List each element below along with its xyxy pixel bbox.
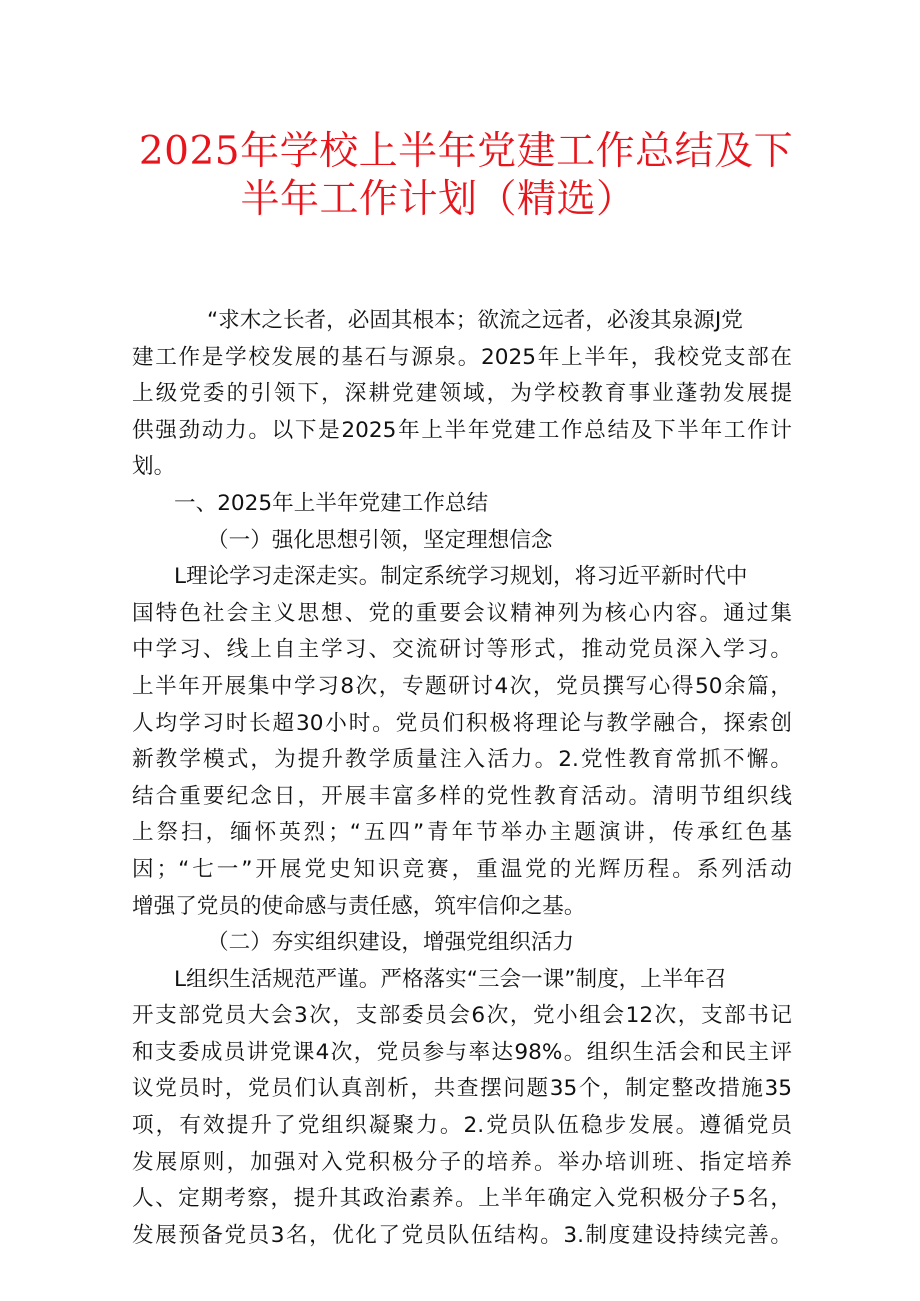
body-line: 结合重要纪念日，开展丰富多样的党性教育活动。清明节组织线 xyxy=(132,783,792,809)
body-line: 上半年开展集中学习8次，专题研讨4次，党员撰写心得50余篇， xyxy=(132,673,792,699)
body-line: 增强了党员的使命感与责任感，筑牢信仰之基。 xyxy=(132,893,586,919)
body-line: 人、定期考察，提升其政治素养。上半年确定入党积极分子5名， xyxy=(132,1186,792,1212)
body-line: 人均学习时长超30小时。党员们积极将理论与教学融合，探索创 xyxy=(132,710,792,736)
body-line: L理论学习走深走实。制定系统学习规划，将习近平新时代中 xyxy=(174,564,748,590)
body-line: 中学习、线上自主学习、交流研讨等形式，推动党员深入学习。 xyxy=(132,637,792,663)
body-line: “求木之长者，必固其根本；欲流之远者，必浚其泉源J党 xyxy=(207,308,743,333)
body-line: 和支委成员讲党课4次，党员参与率达98%。组织生活会和民主评 xyxy=(132,1039,792,1065)
body-line: 发展预备党员3名，优化了党员队伍结构。3.制度建设持续完善。 xyxy=(132,1222,792,1248)
body-line: 开支部党员大会3次，支部委员会6次，党小组会12次，支部书记 xyxy=(132,1003,792,1029)
body-line: 上级党委的引领下，深耕党建领域，为学校教育事业蓬勃发展提 xyxy=(132,381,792,407)
document-title-line-1: 2025年学校上半年党建工作总结及下 xyxy=(138,129,794,174)
body-line: 供强劲动力。以下是2025年上半年党建工作总结及下半年工作计 xyxy=(132,417,792,443)
body-line: 项，有效提升了党组织凝聚力。2.党员队伍稳步发展。遵循党员 xyxy=(132,1113,792,1139)
subsection-heading: （一）强化思想引领，坚定理想信念 xyxy=(207,527,553,553)
document-title-line-2: 半年工作计划（精选） xyxy=(240,177,636,222)
body-line: 因；“七一”开展党史知识竞赛，重温党的光辉历程。系列活动 xyxy=(132,856,792,882)
body-line: 议党员时，党员们认真剖析，共查摆问题35个，制定整改措施35 xyxy=(132,1076,792,1102)
subsection-heading: （二）夯实组织建设，增强党组织活力 xyxy=(207,930,575,956)
document-body xyxy=(132,303,792,1254)
body-line: 国特色社会主义思想、党的重要会议精神列为核心内容。通过集 xyxy=(132,600,792,626)
body-line: 发展原则，加强对入党积极分子的培养。举办培训班、指定培养 xyxy=(132,1149,792,1175)
section-heading: 一、2025年上半年党建工作总结 xyxy=(174,490,489,516)
body-line: 上祭扫，缅怀英烈；“五四”青年节举办主题演讲，传承红色基 xyxy=(132,820,792,846)
body-line: 建工作是学校发展的基石与源泉。2025年上半年，我校党支部在 xyxy=(132,344,792,370)
body-line: 划。 xyxy=(132,454,176,480)
body-line: 新教学模式，为提升教学质量注入活力。2.党性教育常抓不懈。 xyxy=(132,747,792,773)
body-line: L组织生活规范严谨。严格落实“三会一课”制度，上半年召 xyxy=(174,966,727,992)
